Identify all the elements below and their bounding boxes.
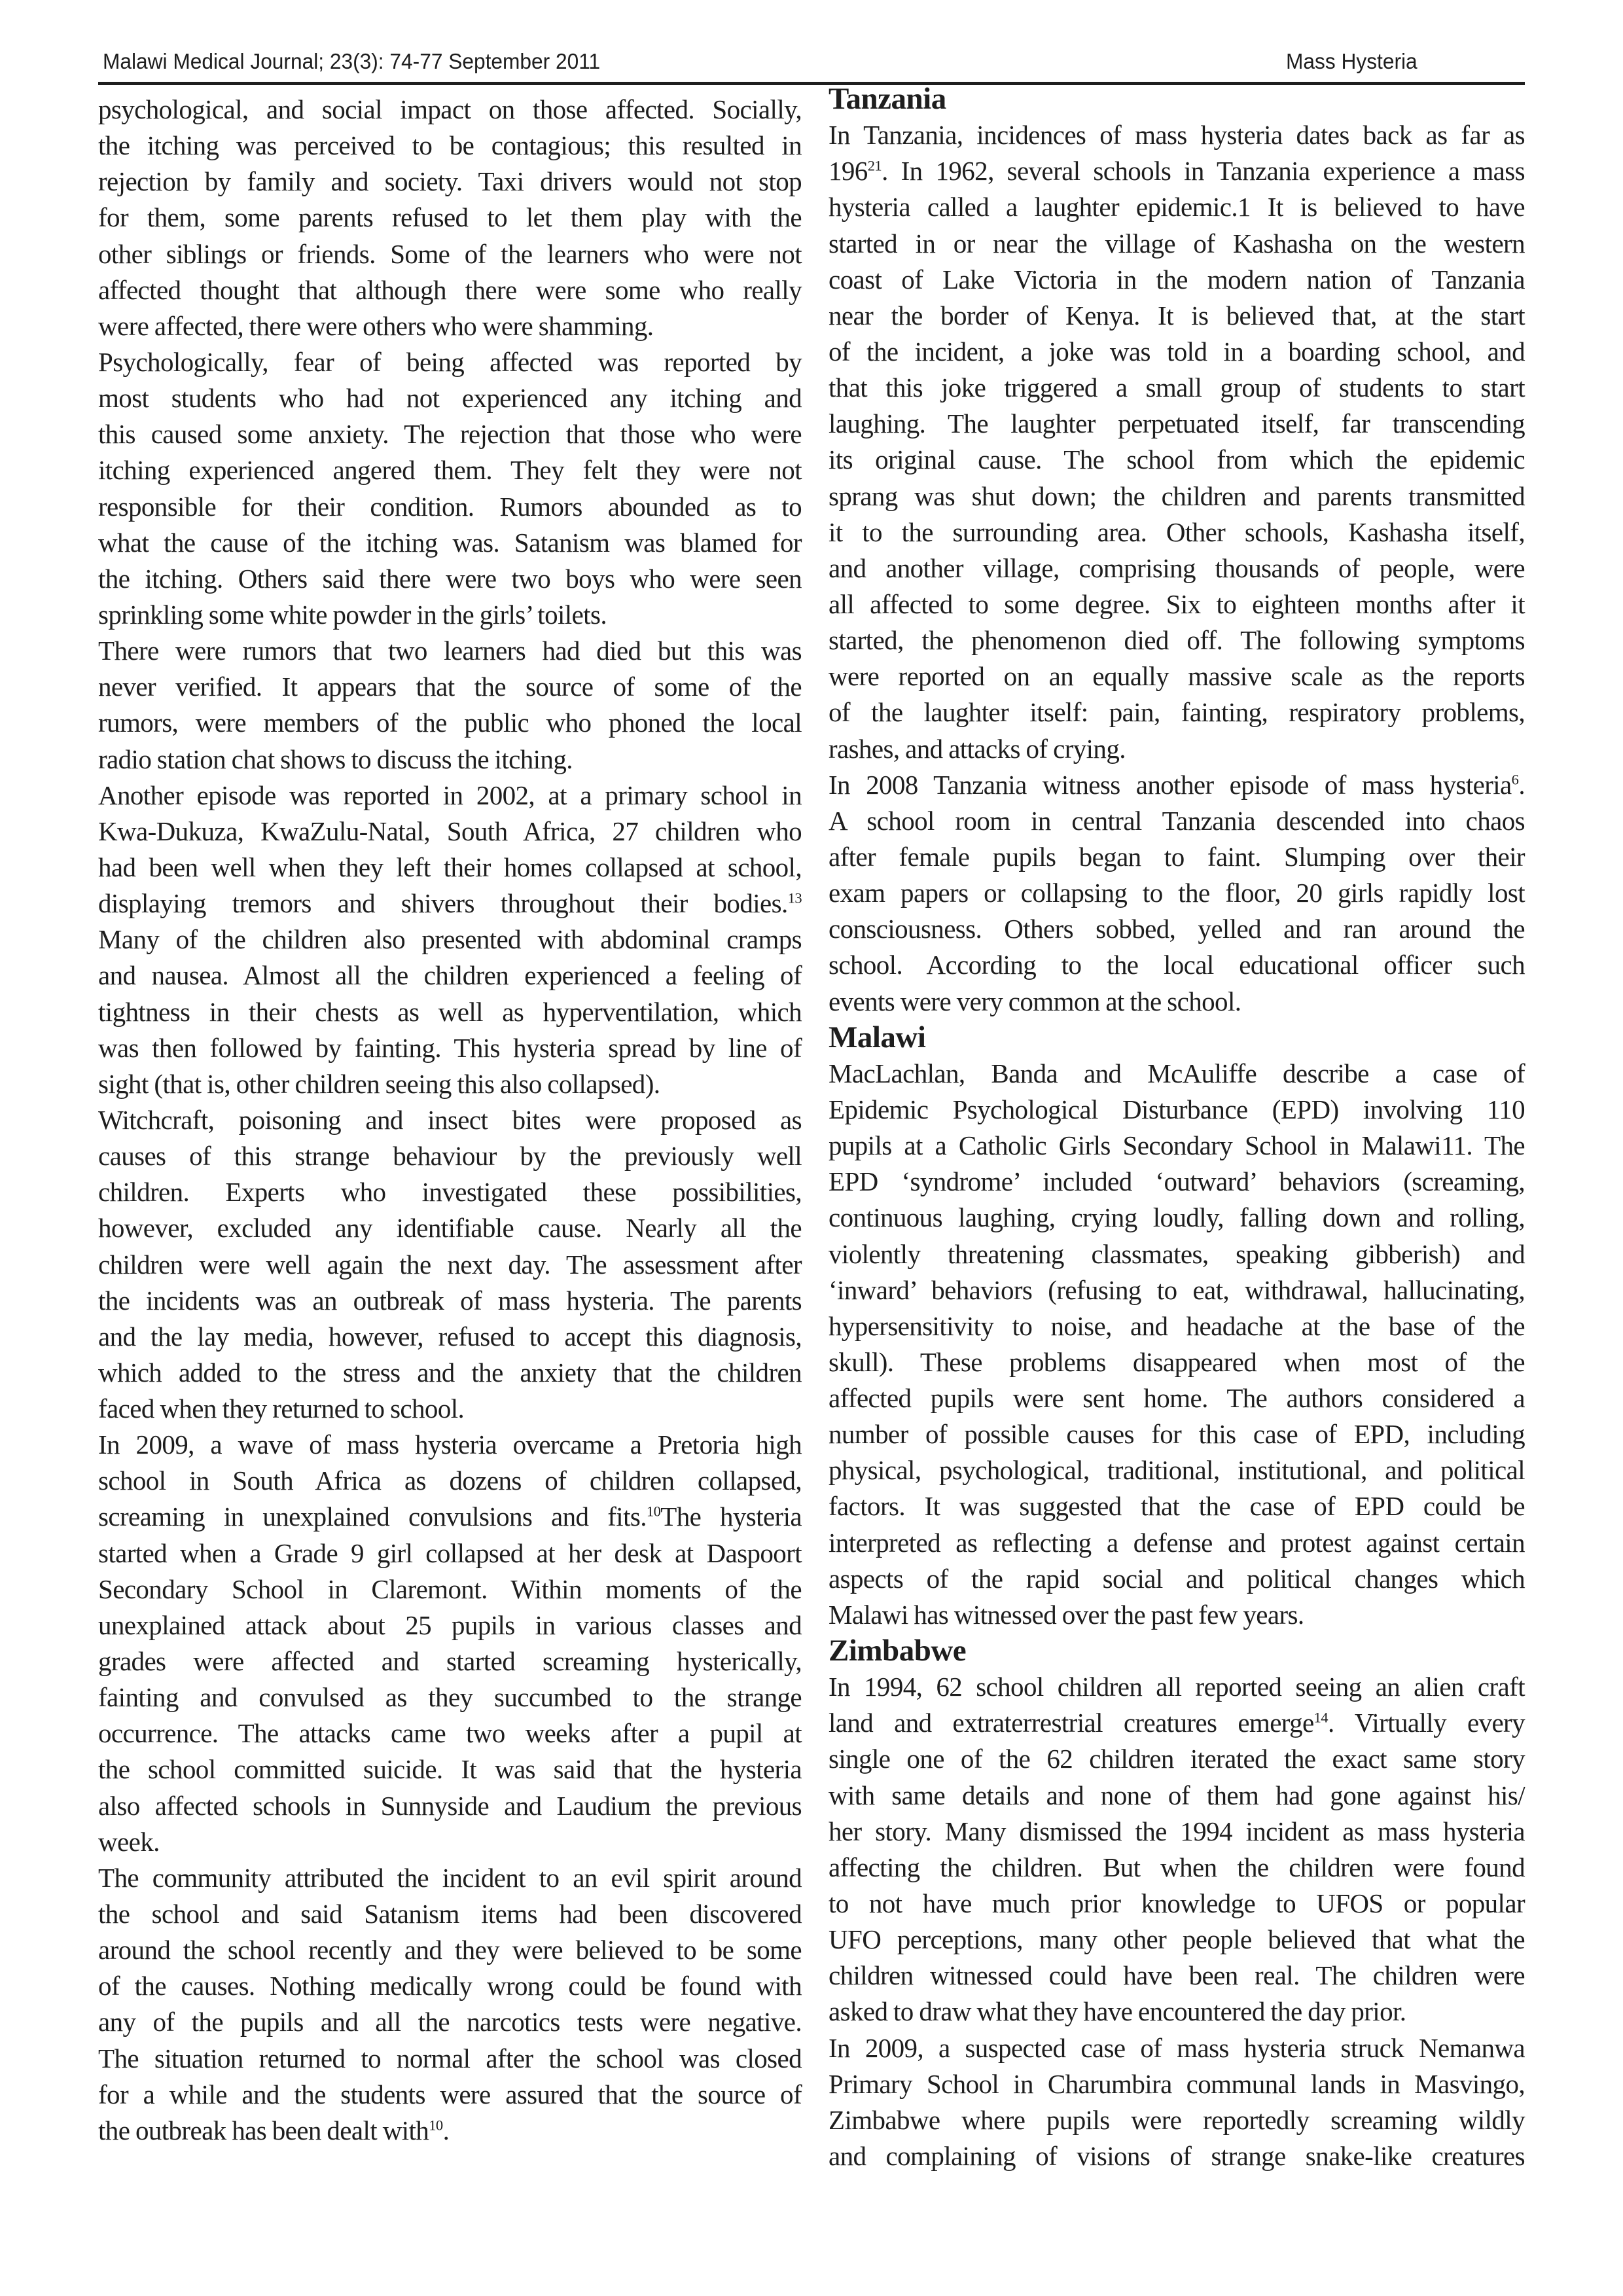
text-line: the itching was perceived to be contagious; this resulted in bbox=[98, 130, 802, 161]
text-line: and nausea. Almost all the children experienced a feeling of bbox=[98, 960, 802, 991]
text-line: of the causes. Nothing medically wrong could be found with bbox=[98, 1971, 802, 2001]
section-zimbabwe bbox=[829, 1633, 1525, 2174]
text-line: school in South Africa as dozens of children collapsed, bbox=[98, 1465, 802, 1496]
text-line: single one of the 62 children iterated the exact same story bbox=[829, 1744, 1525, 1774]
text-line: events were very common at the school. bbox=[829, 986, 1241, 1016]
text-line: itching experienced angered them. They felt they were not bbox=[98, 455, 802, 486]
text-line: skull). These problems disappeared when most of the bbox=[829, 1346, 1525, 1377]
section-heading: Malawi bbox=[829, 1020, 926, 1054]
text-line: of the incident, a joke was told in a boarding school, and bbox=[829, 336, 1525, 367]
text-line: rumors, were members of the public who phoned the local bbox=[98, 708, 802, 738]
text-line: physical, psychological, traditional, institutional, and political bbox=[829, 1455, 1525, 1486]
text-line: rashes, and attacks of crying. bbox=[829, 733, 1126, 764]
paragraph bbox=[98, 1860, 802, 2149]
left-column bbox=[98, 92, 802, 2149]
text-line: the school committed suicide. It was said that the hysteria bbox=[98, 1754, 802, 1785]
text-line: rejection by family and society. Taxi drivers would not stop bbox=[98, 166, 802, 197]
text-line: which added to the stress and the anxiety that the children bbox=[98, 1357, 802, 1388]
text-line: displaying tremors and shivers throughout their bodies.$^{13}$ bbox=[98, 888, 802, 919]
text-line: unexplained attack about 25 pupils in various classes and bbox=[98, 1609, 802, 1640]
paragraph bbox=[98, 633, 802, 778]
text-line: that this joke triggered a small group of students to start bbox=[829, 372, 1525, 403]
section-heading: Tanzania bbox=[829, 82, 946, 116]
paragraph bbox=[829, 1056, 1525, 1633]
text-line: continuous laughing, crying loudly, falling down and rolling, bbox=[829, 1202, 1525, 1233]
paragraph bbox=[98, 1427, 802, 1860]
text-line: children were well again the next day. The assessment after bbox=[98, 1249, 802, 1280]
text-line: this caused some anxiety. The rejection that those who were bbox=[98, 419, 802, 450]
text-line: sight (that is, other children seeing this also collapsed). bbox=[98, 1068, 660, 1099]
text-line: number of possible causes for this case of EPD, including bbox=[829, 1419, 1525, 1450]
text-line: In Tanzania, incidences of mass hysteria dates back as far as bbox=[829, 120, 1525, 151]
text-line: never verified. It appears that the source of some of the bbox=[98, 672, 802, 702]
text-line: causes of this strange behaviour by the previously well bbox=[98, 1141, 802, 1172]
text-line: Many of the children also presented with abdominal cramps bbox=[98, 924, 802, 955]
text-line: In 2009, a suspected case of mass hysteria struck Nemanwa bbox=[829, 2032, 1525, 2063]
paragraph bbox=[829, 1669, 1525, 2030]
text-line: hypersensitivity to noise, and headache at the base of the bbox=[829, 1310, 1525, 1341]
paragraph bbox=[98, 344, 802, 633]
running-header bbox=[98, 0, 1525, 86]
text-line: of the laughter itself: pain, fainting, respiratory problems, bbox=[829, 697, 1525, 728]
section-malawi bbox=[829, 1020, 1525, 1633]
text-line: to not have much prior knowledge to UFOS or popular bbox=[829, 1888, 1525, 1919]
citation-superscript: 6 bbox=[1511, 771, 1519, 788]
text-line: EPD ‘syndrome’ included ‘outward’ behaviors (screaming, bbox=[829, 1166, 1525, 1197]
paragraph bbox=[98, 778, 802, 1102]
text-line: the itching. Others said there were two boys who were seen bbox=[98, 563, 802, 594]
text-line: and complaining of visions of strange snake-like creatures bbox=[829, 2141, 1525, 2172]
text-line: however, excluded any identifiable cause. Nearly all the bbox=[98, 1213, 802, 1244]
text-line: occurrence. The attacks came two weeks after a pupil at bbox=[98, 1718, 802, 1749]
text-line: UFO perceptions, many other people believed that what the bbox=[829, 1924, 1525, 1955]
text-line: Witchcraft, poisoning and insect bites were proposed as bbox=[98, 1104, 802, 1135]
citation-superscript: 13 bbox=[787, 889, 802, 906]
text-line: There were rumors that two learners had died but this was bbox=[98, 636, 802, 666]
text-line: were reported on an equally massive scale as the reports bbox=[829, 661, 1525, 692]
text-line: $196^{21}$. In 1962, several schools in Tanzania experience a mass bbox=[829, 156, 1525, 187]
text-line: aspects of the rapid social and political changes which bbox=[829, 1563, 1525, 1594]
text-line: violently threatening classmates, speaking gibberish) and bbox=[829, 1238, 1525, 1269]
text-line: started in or near the village of Kashasha on the western bbox=[829, 228, 1525, 259]
text-line: land and extraterrestrial creatures emerge$^{14}$. Virtually every bbox=[829, 1708, 1525, 1738]
text-line: started, the phenomenon died off. The following symptoms bbox=[829, 625, 1525, 656]
text-line: tightness in their chests as well as hyperventilation, which bbox=[98, 996, 802, 1027]
text-line: responsible for their condition. Rumors abounded as to bbox=[98, 491, 802, 522]
text-line: Epidemic Psychological Disturbance (EPD) involving 110 bbox=[829, 1094, 1525, 1124]
text-line: In 1994, 62 school children all reported seeing an alien craft bbox=[829, 1672, 1525, 1702]
text-line: most students who had not experienced any itching and bbox=[98, 383, 802, 414]
text-line: coast of Lake Victoria in the modern nation of Tanzania bbox=[829, 264, 1525, 295]
paragraph bbox=[829, 117, 1525, 767]
text-line: A school room in central Tanzania descended into chaos bbox=[829, 805, 1525, 836]
paragraph bbox=[98, 92, 802, 344]
text-line: the outbreak has been dealt with$^{10}$. bbox=[98, 2115, 450, 2145]
text-line: pupils at a Catholic Girls Secondary School in Malawi11. The bbox=[829, 1130, 1525, 1161]
paragraph bbox=[98, 1102, 802, 1427]
text-line: affected pupils were sent home. The authors considered a bbox=[829, 1383, 1525, 1414]
text-line: sprang was shut down; the children and parents transmitted bbox=[829, 480, 1525, 511]
text-line: The community attributed the incident to an evil spirit around bbox=[98, 1862, 802, 1893]
text-line: around the school recently and they were believed to be some bbox=[98, 1935, 802, 1965]
text-line: affecting the children. But when the children were found bbox=[829, 1852, 1525, 1882]
text-line: screaming in unexplained convulsions and fits.$^{10}$The hysteria bbox=[98, 1501, 802, 1532]
citation-superscript: 14 bbox=[1313, 1709, 1328, 1726]
citation-superscript: 10 bbox=[429, 2117, 443, 2134]
text-line: what the cause of the itching was. Satanism was blamed for bbox=[98, 527, 802, 558]
text-line: any of the pupils and all the narcotics tests were negative. bbox=[98, 2007, 802, 2037]
text-line: week. bbox=[98, 1826, 160, 1857]
text-line: psychological, and social impact on those affected. Socially, bbox=[98, 94, 802, 124]
text-line: Secondary School in Claremont. Within moments of the bbox=[98, 1573, 802, 1604]
text-line: affected thought that although there were some who really bbox=[98, 274, 802, 305]
citation-superscript: 21 bbox=[867, 157, 882, 174]
section-heading: Zimbabwe bbox=[829, 1634, 967, 1668]
text-line: The situation returned to normal after the school was closed bbox=[98, 2043, 802, 2073]
text-line: the school and said Satanism items had been discovered bbox=[98, 1899, 802, 1929]
text-line: and the lay media, however, refused to accept this diagnosis, bbox=[98, 1321, 802, 1352]
text-line: Primary School in Charumbira communal lands in Masvingo, bbox=[829, 2068, 1525, 2099]
paragraph bbox=[829, 767, 1525, 1020]
text-line: her story. Many dismissed the 1994 incident as mass hysteria bbox=[829, 1816, 1525, 1846]
text-line: sprinkling some white powder in the girls’ toilets. bbox=[98, 599, 607, 630]
running-title: Mass Hysteria bbox=[1286, 49, 1418, 73]
text-line: hysteria called a laughter epidemic.1 It is believed to have bbox=[829, 192, 1525, 223]
text-line: asked to draw what they have encountered the day prior. bbox=[829, 1996, 1406, 2027]
text-line: started when a Grade 9 girl collapsed at her desk at Daspoort bbox=[98, 1537, 802, 1568]
section-tanzania bbox=[829, 81, 1525, 1020]
text-line: was then followed by fainting. This hysteria spread by line of bbox=[98, 1032, 802, 1063]
text-line: Kwa-Dukuza, KwaZulu-Natal, South Africa, 27 children who bbox=[98, 816, 802, 846]
text-line: all affected to some degree. Six to eighteen months after it bbox=[829, 588, 1525, 619]
citation-superscript: 10 bbox=[646, 1503, 661, 1520]
text-line: Malawi has witnessed over the past few years. bbox=[829, 1599, 1304, 1630]
text-line: faced when they returned to school. bbox=[98, 1393, 465, 1424]
text-line: In 2009, a wave of mass hysteria overcame a Pretoria high bbox=[98, 1429, 802, 1460]
text-line: had been well when they left their homes collapsed at school, bbox=[98, 852, 802, 882]
right-column bbox=[829, 81, 1525, 2174]
text-line: In 2008 Tanzania witness another episode of mass hysteria$^6$. bbox=[829, 769, 1525, 800]
text-line: radio station chat shows to discuss the itching. bbox=[98, 744, 573, 774]
text-line: for them, some parents refused to let them play with the bbox=[98, 202, 802, 233]
text-line: ‘inward’ behaviors (refusing to eat, withdrawal, hallucinating, bbox=[829, 1274, 1525, 1305]
text-line: were affected, there were others who were shamming. bbox=[98, 310, 654, 341]
text-line: for a while and the students were assured that the source of bbox=[98, 2079, 802, 2109]
text-line: Zimbabwe where pupils were reportedly screaming wildly bbox=[829, 2104, 1525, 2135]
text-line: laughing. The laughter perpetuated itself, far transcending bbox=[829, 408, 1525, 439]
text-line: fainting and convulsed as they succumbed to the strange bbox=[98, 1682, 802, 1713]
text-line: Another episode was reported in 2002, at a primary school in bbox=[98, 780, 802, 810]
text-line: with same details and none of them had gone against his/ bbox=[829, 1780, 1525, 1810]
text-line: its original cause. The school from which the epidemic bbox=[829, 444, 1525, 475]
text-line: interpreted as reflecting a defense and protest against certain bbox=[829, 1527, 1525, 1558]
paragraph bbox=[829, 2030, 1525, 2175]
journal-citation: Malawi Medical Journal; 23(3): 74-77 September 2011 bbox=[103, 49, 601, 73]
text-line: factors. It was suggested that the case of EPD could be bbox=[829, 1491, 1525, 1522]
text-line: after female pupils began to faint. Slumping over their bbox=[829, 841, 1525, 872]
text-line: consciousness. Others sobbed, yelled and ran around the bbox=[829, 914, 1525, 944]
text-line: school. According to the local educational officer such bbox=[829, 950, 1525, 980]
text-line: children. Experts who investigated these possibilities, bbox=[98, 1177, 802, 1208]
text-line: MacLachlan, Banda and McAuliffe describe a case of bbox=[829, 1058, 1525, 1088]
text-line: other siblings or friends. Some of the learners who were not bbox=[98, 238, 802, 269]
text-line: exam papers or collapsing to the floor, 20 girls rapidly lost bbox=[829, 878, 1525, 908]
text-line: children witnessed could have been real. The children were bbox=[829, 1960, 1525, 1991]
text-line: grades were affected and started screaming hysterically, bbox=[98, 1646, 802, 1677]
text-line: it to the surrounding area. Other schools, Kashasha itself, bbox=[829, 516, 1525, 547]
text-line: Psychologically, fear of being affected was reported by bbox=[98, 346, 802, 377]
text-line: also affected schools in Sunnyside and Laudium the previous bbox=[98, 1790, 802, 1821]
text-line: near the border of Kenya. It is believed that, at the start bbox=[829, 300, 1525, 331]
text-line: and another village, comprising thousands of people, were bbox=[829, 552, 1525, 583]
text-line: the incidents was an outbreak of mass hysteria. The parents bbox=[98, 1285, 802, 1316]
